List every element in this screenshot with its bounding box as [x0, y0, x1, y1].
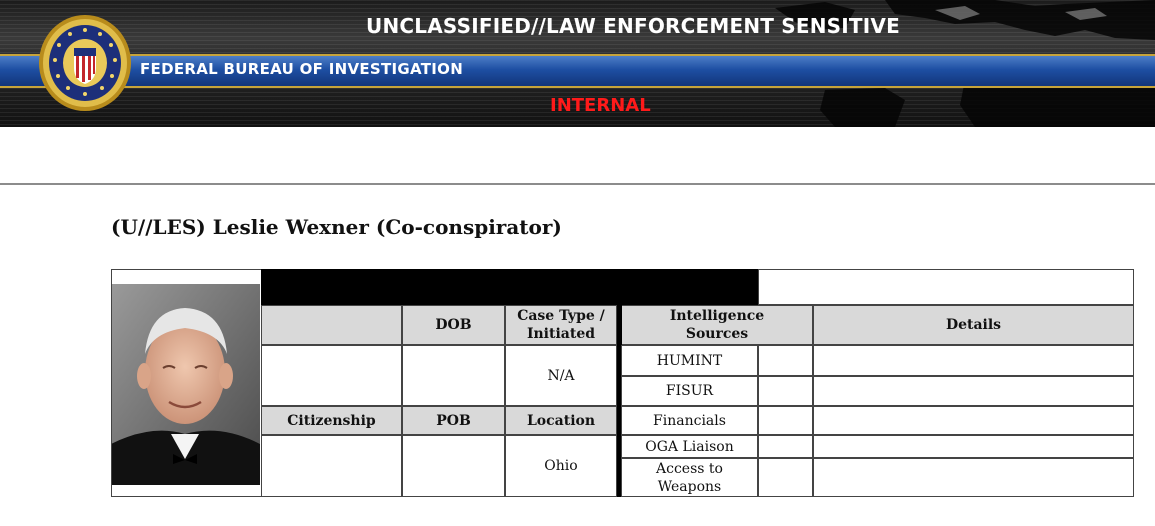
subject-photo [111, 284, 260, 485]
citizenship-value-cell [261, 435, 402, 497]
page-title: (U//LES) Leslie Wexner (Co-conspirator) [111, 215, 562, 239]
photo-border-left [111, 269, 112, 497]
location-value: Ohio [505, 435, 617, 497]
source-financials-details [813, 406, 1134, 435]
source-financials: Financials [621, 406, 758, 435]
name-value-cell [261, 345, 402, 406]
blank-header-cell [261, 305, 402, 345]
handling-marking: INTERNAL [550, 95, 651, 116]
classification-banner: UNCLASSIFIED//LAW ENFORCEMENT SENSITIVE [366, 14, 900, 38]
source-fisur-check [758, 376, 813, 406]
source-fisur-details [813, 376, 1134, 406]
source-oga-liaison: OGA Liaison [621, 435, 758, 458]
source-access-to-weapons-details [813, 458, 1134, 497]
details-header: Details [813, 305, 1134, 345]
case-type-value: N/A [505, 345, 617, 406]
empty-header-cell [758, 269, 1134, 305]
pob-header: POB [402, 406, 505, 435]
source-humint-check [758, 345, 813, 376]
header-divider [0, 183, 1155, 185]
source-access-to-weapons: Access to Weapons [621, 458, 758, 497]
source-humint: HUMINT [621, 345, 758, 376]
location-header: Location [505, 406, 617, 435]
photo-border-bottom [111, 496, 261, 497]
dob-header: DOB [402, 305, 505, 345]
intel-sources-header: Intelligence Sources [621, 305, 813, 345]
dob-value-cell [402, 345, 505, 406]
agency-name: FEDERAL BUREAU OF INVESTIGATION [140, 60, 464, 78]
source-oga-liaison-check [758, 435, 813, 458]
citizenship-header: Citizenship [261, 406, 402, 435]
source-access-to-weapons-check [758, 458, 813, 497]
source-financials-check [758, 406, 813, 435]
case-type-header: Case Type / Initiated [505, 305, 617, 345]
redaction-bar [261, 269, 758, 305]
source-humint-details [813, 345, 1134, 376]
pob-value-cell [402, 435, 505, 497]
source-oga-liaison-details [813, 435, 1134, 458]
header-banner [0, 0, 1155, 127]
fbi-seal-icon [38, 14, 132, 112]
photo-header-cell [111, 269, 261, 284]
source-fisur: FISUR [621, 376, 758, 406]
